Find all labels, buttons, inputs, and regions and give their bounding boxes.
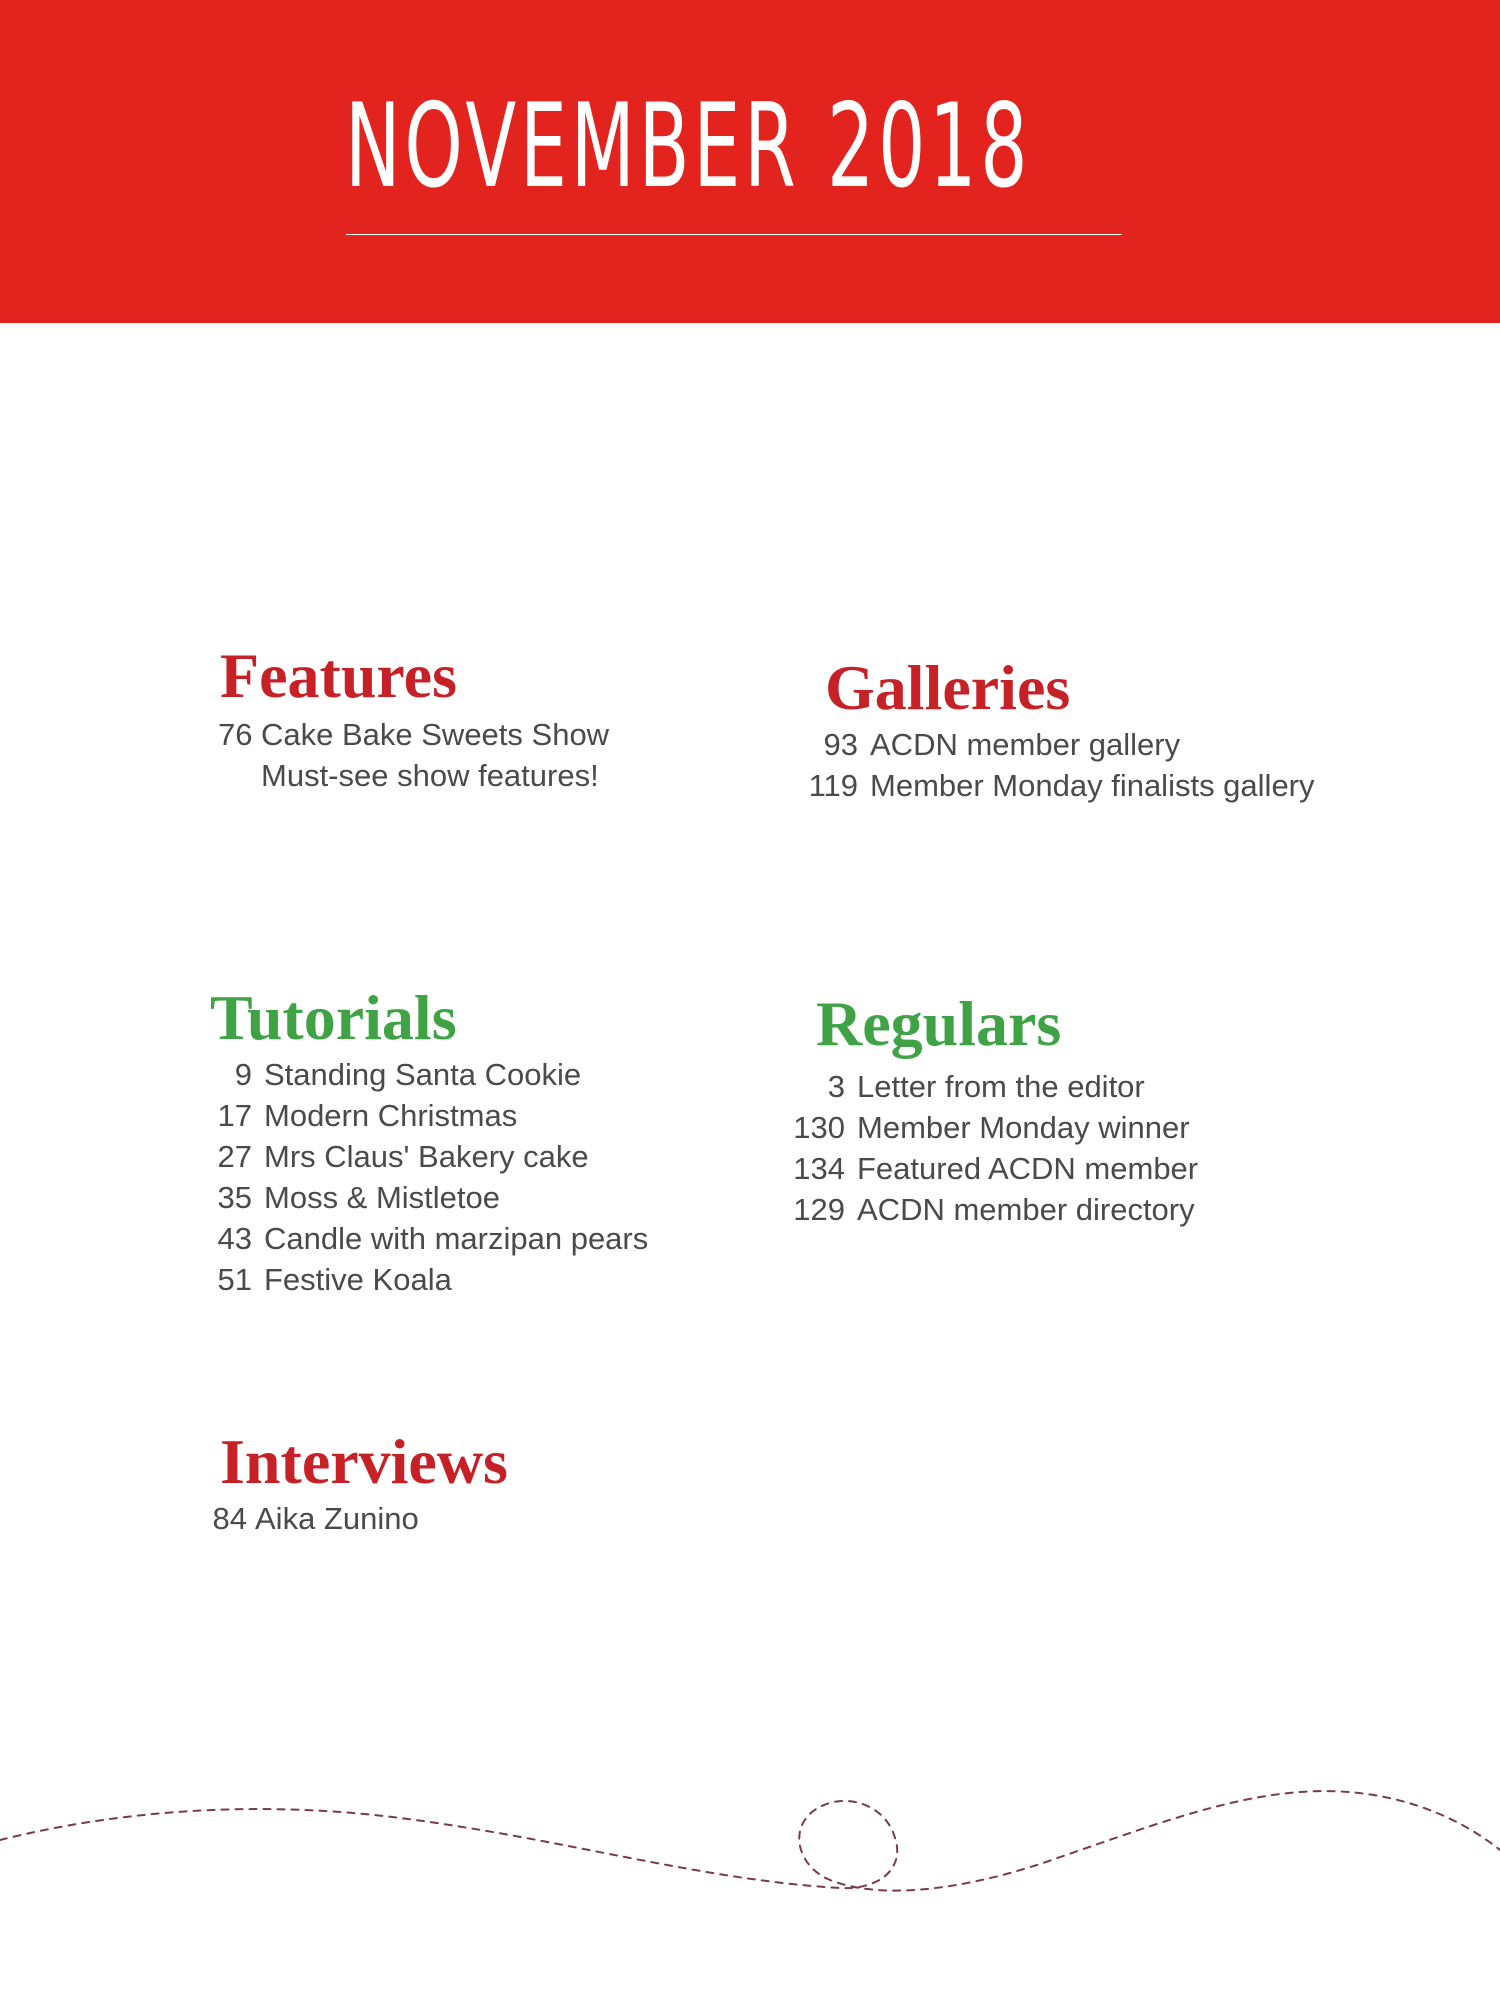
- toc-list-galleries: [803, 724, 1315, 806]
- issue-title: NOVEMBER 2018: [345, 79, 1032, 214]
- toc-entry[interactable]: [803, 765, 1315, 806]
- toc-entry[interactable]: [790, 1148, 1198, 1189]
- toc-subtitle: Must-see show features!: [261, 758, 599, 793]
- toc-list-regulars: [790, 1066, 1198, 1230]
- toc-page-number: 130: [793, 1110, 845, 1145]
- dashed-swirl-line: [0, 1791, 1500, 1891]
- toc-entry[interactable]: [210, 1054, 648, 1095]
- section-regulars: [790, 988, 1198, 1230]
- toc-page-number: 134: [793, 1151, 845, 1186]
- section-heading-galleries: Galleries: [825, 652, 1071, 723]
- toc-title: Modern Christmas: [264, 1098, 518, 1133]
- toc-page-number: 43: [217, 1221, 252, 1256]
- toc-entry[interactable]: [803, 724, 1315, 765]
- toc-page-number: 35: [217, 1180, 252, 1215]
- toc-title: Standing Santa Cookie: [264, 1057, 582, 1092]
- toc-page-number: 51: [217, 1262, 252, 1297]
- section-tutorials: [210, 982, 648, 1300]
- toc-entry[interactable]: [210, 1218, 648, 1259]
- toc-list-tutorials: [210, 1054, 648, 1300]
- toc-entry[interactable]: [210, 1177, 648, 1218]
- toc-entry[interactable]: [210, 1259, 648, 1300]
- toc-entry[interactable]: [210, 1095, 648, 1136]
- toc-page-number: 93: [823, 727, 858, 762]
- toc-page-number: 3: [827, 1069, 845, 1104]
- section-heading-tutorials: Tutorials: [210, 982, 457, 1053]
- toc-list-interviews: [212, 1498, 508, 1539]
- toc-title: ACDN member directory: [857, 1192, 1195, 1227]
- section-features: [218, 640, 609, 796]
- toc-entry[interactable]: [790, 1066, 1198, 1107]
- toc-entry[interactable]: [210, 1136, 648, 1177]
- toc-title: ACDN member gallery: [870, 727, 1181, 762]
- toc-entry[interactable]: [790, 1189, 1198, 1230]
- toc-entry[interactable]: [790, 1107, 1198, 1148]
- section-heading-interviews: Interviews: [220, 1426, 508, 1497]
- toc-title: Candle with marzipan pears: [264, 1221, 649, 1256]
- toc-page-number: 119: [808, 768, 858, 803]
- toc-title: Aika Zunino: [255, 1501, 419, 1536]
- toc-page-number: 27: [217, 1139, 252, 1174]
- toc-title: Letter from the editor: [857, 1069, 1145, 1104]
- toc-title: Member Monday winner: [857, 1110, 1190, 1145]
- header-band: [0, 0, 1500, 323]
- section-heading-features: Features: [220, 640, 457, 711]
- section-galleries: [803, 652, 1315, 806]
- toc-entry[interactable]: [218, 714, 609, 796]
- toc-title: Cake Bake Sweets Show: [261, 717, 610, 752]
- title-underline: [346, 234, 1122, 235]
- toc-page-number: 84: [212, 1501, 247, 1536]
- toc-title: Festive Koala: [264, 1262, 452, 1297]
- toc-page-number: 76: [218, 717, 253, 752]
- toc-title: Moss & Mistletoe: [264, 1180, 501, 1215]
- toc-title: Mrs Claus' Bakery cake: [264, 1139, 589, 1174]
- toc-title: Featured ACDN member: [857, 1151, 1199, 1186]
- toc-title: Member Monday finalists gallery: [870, 768, 1315, 803]
- toc-list-features: [218, 714, 609, 796]
- section-interviews: [212, 1426, 508, 1539]
- toc-entry[interactable]: [212, 1498, 508, 1539]
- dashed-swirl-decoration: [0, 1740, 1500, 1900]
- toc-page-number: 129: [793, 1192, 845, 1227]
- toc-page-number: 17: [217, 1098, 252, 1133]
- toc-page-number: 9: [234, 1057, 252, 1092]
- section-heading-regulars: Regulars: [816, 988, 1062, 1059]
